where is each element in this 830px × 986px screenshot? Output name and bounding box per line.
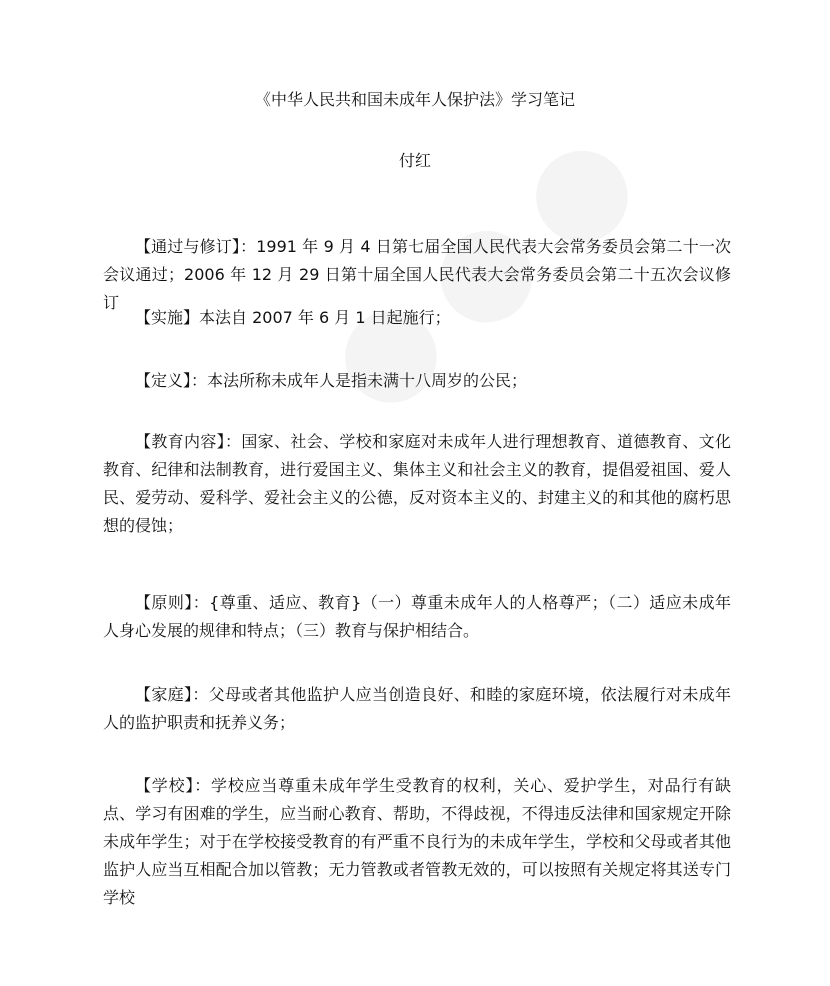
paragraph-adoption-revision: 【通过与修订】：1991 年 9 月 4 日第七届全国人民代表大会常务委员会第二十一次会议通过；2006 年 12 月 29 日第十届全国人民代表大会常务委员会第二十五次会议修订 xyxy=(103,237,731,312)
paragraph-principles: 【原则】：{尊重、适应、教育}（一）尊重未成年人的人格尊严；（二）适应未成年人身心发展的规律和特点；（三）教育与保护相结合。 xyxy=(103,593,731,640)
document-author: 付红 xyxy=(398,151,431,170)
paragraph-family: 【家庭】：父母或者其他监护人应当创造良好、和睦的家庭环境，依法履行对未成年人的监护职责和抚养义务； xyxy=(103,685,731,732)
document-title: 《中华人民共和国未成年人保护法》学习笔记 xyxy=(254,90,575,109)
paragraph-definition: 【定义】：本法所称未成年人是指未满十八周岁的公民； xyxy=(135,371,528,390)
paragraph-school: 【学校】：学校应当尊重未成年学生受教育的权利，关心、爱护学生，对品行有缺点、学习有困难的学生，应当耐心教育、帮助，不得歧视，不得违反法律和国家规定开除未成年学生；对于在学校接受教育的有严重不良行为的未成年学生，学校和父母或者其他监护人应当互相配合加以管教；无力管教或者管教无效的，可以按照有关规定将其送专门学校 xyxy=(103,776,731,907)
paragraph-education-content: 【教育内容】：国家、社会、学校和家庭对未成年人进行理想教育、道德教育、文化教育、纪律和法制教育，进行爱国主义、集体主义和社会主义的教育，提倡爱祖国、爱人民、爱劳动、爱科学、爱社会主义的公德，反对资本主义的、封建主义的和其他的腐朽思想的侵蚀； xyxy=(103,432,731,535)
paragraph-implementation: 【实施】本法自 2007 年 6 月 1 日起施行； xyxy=(135,308,451,327)
